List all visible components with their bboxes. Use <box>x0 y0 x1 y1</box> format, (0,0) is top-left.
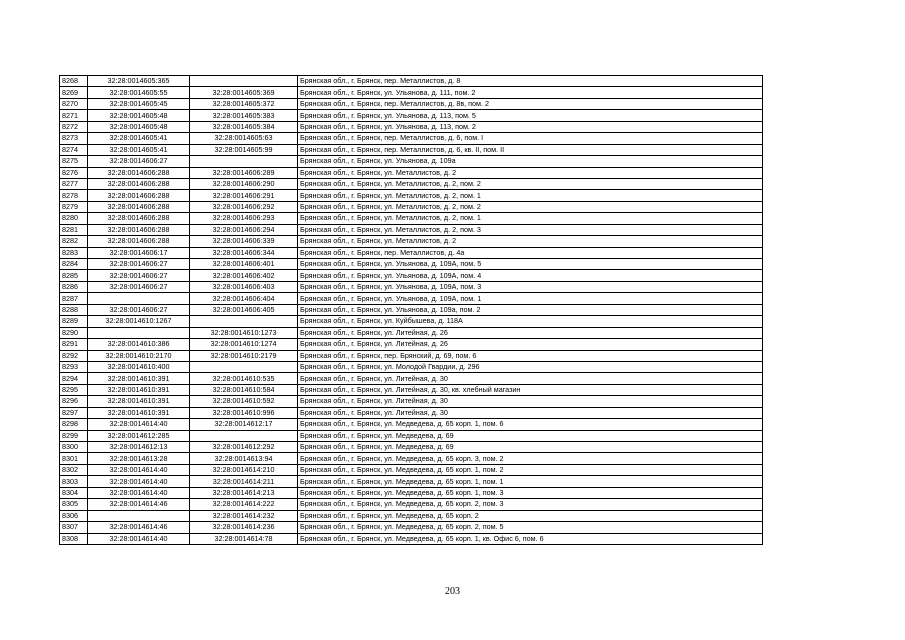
address-cell: Брянская обл., г. Брянск, ул. Ульянова, д. 109А, пом. 5 <box>298 259 763 270</box>
table-row <box>60 98 763 109</box>
object-cadastral-number-cell: 32:28:0014605:384 <box>190 121 298 132</box>
object-cadastral-number-cell: 32:28:0014610:1273 <box>190 327 298 338</box>
address-cell: Брянская обл., г. Брянск, ул. Металлистов, д. 2, пом. 2 <box>298 201 763 212</box>
object-cadastral-number-cell: 32:28:0014614:222 <box>190 499 298 510</box>
parcel-cadastral-number-cell: 32:28:0014606:288 <box>88 190 190 201</box>
parcel-cadastral-number-cell: 32:28:0014606:288 <box>88 224 190 235</box>
table-row <box>60 430 763 441</box>
object-cadastral-number-cell: 32:28:0014613:94 <box>190 453 298 464</box>
parcel-cadastral-number-cell <box>88 327 190 338</box>
row-number-cell: 8285 <box>60 270 88 281</box>
address-cell: Брянская обл., г. Брянск, ул. Медведева, д. 65 корп. 1, пом. 2 <box>298 464 763 475</box>
address-cell: Брянская обл., г. Брянск, ул. Металлистов, д. 2, пом. 2 <box>298 178 763 189</box>
address-cell: Брянская обл., г. Брянск, пер. Металлистов, д. 4а <box>298 247 763 258</box>
table-row <box>60 110 763 121</box>
address-cell: Брянская обл., г. Брянск, ул. Ульянова, д. 109А, пом. 3 <box>298 281 763 292</box>
object-cadastral-number-cell: 32:28:0014606:403 <box>190 281 298 292</box>
object-cadastral-number-cell: 32:28:0014610:584 <box>190 384 298 395</box>
row-number-cell: 8283 <box>60 247 88 258</box>
object-cadastral-number-cell: 32:28:0014612:17 <box>190 419 298 430</box>
object-cadastral-number-cell <box>190 316 298 327</box>
address-cell: Брянская обл., г. Брянск, ул. Литейная, д. 26 <box>298 339 763 350</box>
table-row <box>60 190 763 201</box>
row-number-cell: 8290 <box>60 327 88 338</box>
parcel-cadastral-number-cell: 32:28:0014606:288 <box>88 213 190 224</box>
table-row <box>60 316 763 327</box>
parcel-cadastral-number-cell: 32:28:0014610:400 <box>88 361 190 372</box>
object-cadastral-number-cell: 32:28:0014605:372 <box>190 98 298 109</box>
parcel-cadastral-number-cell: 32:28:0014606:288 <box>88 236 190 247</box>
address-cell: Брянская обл., г. Брянск, ул. Литейная, д. 30, кв. хлебный магазин <box>298 384 763 395</box>
parcel-cadastral-number-cell: 32:28:0014606:27 <box>88 259 190 270</box>
address-cell: Брянская обл., г. Брянск, ул. Ульянова, д. 109а, пом. 2 <box>298 304 763 315</box>
table-row <box>60 201 763 212</box>
table-row <box>60 361 763 372</box>
address-cell: Брянская обл., г. Брянск, ул. Металлистов, д. 2, пом. 3 <box>298 224 763 235</box>
object-cadastral-number-cell: 32:28:0014606:292 <box>190 201 298 212</box>
page-number: 203 <box>445 586 460 597</box>
row-number-cell: 8279 <box>60 201 88 212</box>
object-cadastral-number-cell: 32:28:0014606:294 <box>190 224 298 235</box>
table-row <box>60 236 763 247</box>
row-number-cell: 8288 <box>60 304 88 315</box>
table-row <box>60 476 763 487</box>
row-number-cell: 8296 <box>60 396 88 407</box>
table-row <box>60 213 763 224</box>
parcel-cadastral-number-cell: 32:28:0014605:45 <box>88 98 190 109</box>
table-row <box>60 407 763 418</box>
table-row <box>60 339 763 350</box>
object-cadastral-number-cell <box>190 430 298 441</box>
object-cadastral-number-cell: 32:28:0014610:535 <box>190 373 298 384</box>
object-cadastral-number-cell: 32:28:0014606:289 <box>190 167 298 178</box>
row-number-cell: 8278 <box>60 190 88 201</box>
object-cadastral-number-cell <box>190 156 298 167</box>
address-cell: Брянская обл., г. Брянск, ул. Ульянова, д. 109а <box>298 156 763 167</box>
row-number-cell: 8274 <box>60 144 88 155</box>
address-cell: Брянская обл., г. Брянск, ул. Медведева, д. 69 <box>298 430 763 441</box>
parcel-cadastral-number-cell: 32:28:0014614:40 <box>88 487 190 498</box>
object-cadastral-number-cell: 32:28:0014606:405 <box>190 304 298 315</box>
parcel-cadastral-number-cell: 32:28:0014605:48 <box>88 121 190 132</box>
parcel-cadastral-number-cell: 32:28:0014610:1267 <box>88 316 190 327</box>
row-number-cell: 8292 <box>60 350 88 361</box>
object-cadastral-number-cell: 32:28:0014612:292 <box>190 442 298 453</box>
parcel-cadastral-number-cell: 32:28:0014606:288 <box>88 167 190 178</box>
row-number-cell: 8302 <box>60 464 88 475</box>
object-cadastral-number-cell: 32:28:0014614:236 <box>190 522 298 533</box>
address-cell: Брянская обл., г. Брянск, ул. Медведева, д. 65 корп. 2, пом. 3 <box>298 499 763 510</box>
table-row <box>60 453 763 464</box>
object-cadastral-number-cell: 32:28:0014614:213 <box>190 487 298 498</box>
object-cadastral-number-cell: 32:28:0014614:210 <box>190 464 298 475</box>
table-row <box>60 499 763 510</box>
row-number-cell: 8289 <box>60 316 88 327</box>
table-row <box>60 167 763 178</box>
address-cell: Брянская обл., г. Брянск, пер. Металлистов, д. 8в, пом. 2 <box>298 98 763 109</box>
parcel-cadastral-number-cell: 32:28:0014610:391 <box>88 396 190 407</box>
object-cadastral-number-cell: 32:28:0014606:293 <box>190 213 298 224</box>
table-row <box>60 224 763 235</box>
parcel-cadastral-number-cell: 32:28:0014606:27 <box>88 304 190 315</box>
address-cell: Брянская обл., г. Брянск, пер. Металлистов, д. 6, пом. I <box>298 133 763 144</box>
table-row <box>60 270 763 281</box>
object-cadastral-number-cell: 32:28:0014605:63 <box>190 133 298 144</box>
table-row <box>60 156 763 167</box>
table-row <box>60 144 763 155</box>
object-cadastral-number-cell: 32:28:0014606:402 <box>190 270 298 281</box>
table-row <box>60 464 763 475</box>
row-number-cell: 8301 <box>60 453 88 464</box>
row-number-cell: 8270 <box>60 98 88 109</box>
address-cell: Брянская обл., г. Брянск, ул. Молодой Гвардии, д. 296 <box>298 361 763 372</box>
row-number-cell: 8291 <box>60 339 88 350</box>
address-cell: Брянская обл., г. Брянск, ул. Ульянова, д. 113, пом. 5 <box>298 110 763 121</box>
table-row <box>60 281 763 292</box>
parcel-cadastral-number-cell: 32:28:0014606:288 <box>88 178 190 189</box>
address-cell: Брянская обл., г. Брянск, ул. Литейная, д. 30 <box>298 407 763 418</box>
table-row <box>60 510 763 521</box>
address-cell: Брянская обл., г. Брянск, ул. Литейная, д. 30 <box>298 373 763 384</box>
parcel-cadastral-number-cell: 32:28:0014606:27 <box>88 270 190 281</box>
object-cadastral-number-cell <box>190 361 298 372</box>
object-cadastral-number-cell: 32:28:0014614:232 <box>190 510 298 521</box>
parcel-cadastral-number-cell: 32:28:0014614:40 <box>88 464 190 475</box>
row-number-cell: 8295 <box>60 384 88 395</box>
parcel-cadastral-number-cell: 32:28:0014606:288 <box>88 201 190 212</box>
row-number-cell: 8304 <box>60 487 88 498</box>
parcel-cadastral-number-cell: 32:28:0014610:391 <box>88 373 190 384</box>
object-cadastral-number-cell: 32:28:0014605:99 <box>190 144 298 155</box>
address-cell: Брянская обл., г. Брянск, пер. Брянский, д. 69, пом. 6 <box>298 350 763 361</box>
address-cell: Брянская обл., г. Брянск, ул. Медведева, д. 65 корп. 1, кв. Офис 6, пом. 6 <box>298 533 763 544</box>
table-row <box>60 293 763 304</box>
parcel-cadastral-number-cell: 32:28:0014612:285 <box>88 430 190 441</box>
table-row <box>60 133 763 144</box>
address-cell: Брянская обл., г. Брянск, ул. Металлистов, д. 2, пом. 1 <box>298 213 763 224</box>
row-number-cell: 8282 <box>60 236 88 247</box>
object-cadastral-number-cell: 32:28:0014610:592 <box>190 396 298 407</box>
object-cadastral-number-cell: 32:28:0014606:344 <box>190 247 298 258</box>
address-cell: Брянская обл., г. Брянск, пер. Металлистов, д. 8 <box>298 76 763 87</box>
table-row <box>60 327 763 338</box>
table-row <box>60 76 763 87</box>
parcel-cadastral-number-cell: 32:28:0014605:48 <box>88 110 190 121</box>
address-cell: Брянская обл., г. Брянск, ул. Медведева, д. 65 корп. 3, пом. 2 <box>298 453 763 464</box>
parcel-cadastral-number-cell: 32:28:0014606:27 <box>88 156 190 167</box>
object-cadastral-number-cell: 32:28:0014606:290 <box>190 178 298 189</box>
address-cell: Брянская обл., г. Брянск, ул. Медведева, д. 69 <box>298 442 763 453</box>
row-number-cell: 8272 <box>60 121 88 132</box>
address-cell: Брянская обл., г. Брянск, пер. Металлистов, д. 6, кв. II, пом. II <box>298 144 763 155</box>
address-cell: Брянская обл., г. Брянск, ул. Медведева, д. 65 корп. 2, пом. 5 <box>298 522 763 533</box>
table-row <box>60 442 763 453</box>
object-cadastral-number-cell: 32:28:0014614:211 <box>190 476 298 487</box>
object-cadastral-number-cell: 32:28:0014610:1274 <box>190 339 298 350</box>
table-row <box>60 373 763 384</box>
table-row <box>60 384 763 395</box>
table-row <box>60 178 763 189</box>
table-row <box>60 487 763 498</box>
row-number-cell: 8277 <box>60 178 88 189</box>
object-cadastral-number-cell <box>190 76 298 87</box>
address-cell: Брянская обл., г. Брянск, ул. Ульянова, д. 111, пом. 2 <box>298 87 763 98</box>
object-cadastral-number-cell: 32:28:0014606:404 <box>190 293 298 304</box>
address-cell: Брянская обл., г. Брянск, ул. Куйбышева, д. 118А <box>298 316 763 327</box>
parcel-cadastral-number-cell: 32:28:0014614:40 <box>88 476 190 487</box>
address-cell: Брянская обл., г. Брянск, ул. Металлистов, д. 2 <box>298 167 763 178</box>
parcel-cadastral-number-cell: 32:28:0014614:46 <box>88 522 190 533</box>
object-cadastral-number-cell: 32:28:0014610:996 <box>190 407 298 418</box>
address-cell: Брянская обл., г. Брянск, ул. Ульянова, д. 109А, пом. 4 <box>298 270 763 281</box>
address-cell: Брянская обл., г. Брянск, ул. Металлистов, д. 2, пом. 1 <box>298 190 763 201</box>
object-cadastral-number-cell: 32:28:0014606:291 <box>190 190 298 201</box>
parcel-cadastral-number-cell: 32:28:0014614:46 <box>88 499 190 510</box>
object-cadastral-number-cell: 32:28:0014614:78 <box>190 533 298 544</box>
address-cell: Брянская обл., г. Брянск, ул. Медведева, д. 65 корп. 2 <box>298 510 763 521</box>
object-cadastral-number-cell: 32:28:0014605:383 <box>190 110 298 121</box>
row-number-cell: 8297 <box>60 407 88 418</box>
address-cell: Брянская обл., г. Брянск, ул. Медведева, д. 65 корп. 1, пом. 1 <box>298 476 763 487</box>
row-number-cell: 8281 <box>60 224 88 235</box>
parcel-cadastral-number-cell: 32:28:0014605:41 <box>88 144 190 155</box>
row-number-cell: 8286 <box>60 281 88 292</box>
row-number-cell: 8298 <box>60 419 88 430</box>
row-number-cell: 8280 <box>60 213 88 224</box>
row-number-cell: 8287 <box>60 293 88 304</box>
row-number-cell: 8307 <box>60 522 88 533</box>
parcel-cadastral-number-cell: 32:28:0014610:2170 <box>88 350 190 361</box>
address-cell: Брянская обл., г. Брянск, ул. Медведева, д. 65 корп. 1, пом. 3 <box>298 487 763 498</box>
table-row <box>60 87 763 98</box>
parcel-cadastral-number-cell: 32:28:0014606:27 <box>88 281 190 292</box>
row-number-cell: 8305 <box>60 499 88 510</box>
parcel-cadastral-number-cell: 32:28:0014605:41 <box>88 133 190 144</box>
object-cadastral-number-cell: 32:28:0014606:339 <box>190 236 298 247</box>
parcel-cadastral-number-cell: 32:28:0014614:40 <box>88 533 190 544</box>
parcel-cadastral-number-cell: 32:28:0014605:55 <box>88 87 190 98</box>
table-row <box>60 419 763 430</box>
table-row <box>60 304 763 315</box>
table-row <box>60 522 763 533</box>
parcel-cadastral-number-cell <box>88 510 190 521</box>
parcel-cadastral-number-cell: 32:28:0014606:17 <box>88 247 190 258</box>
table-row <box>60 259 763 270</box>
row-number-cell: 8273 <box>60 133 88 144</box>
row-number-cell: 8293 <box>60 361 88 372</box>
address-cell: Брянская обл., г. Брянск, ул. Ульянова, д. 113, пом. 2 <box>298 121 763 132</box>
table-row <box>60 533 763 544</box>
parcel-cadastral-number-cell: 32:28:0014612:13 <box>88 442 190 453</box>
row-number-cell: 8271 <box>60 110 88 121</box>
row-number-cell: 8268 <box>60 76 88 87</box>
table-row <box>60 121 763 132</box>
parcel-cadastral-number-cell: 32:28:0014614:40 <box>88 419 190 430</box>
row-number-cell: 8275 <box>60 156 88 167</box>
object-cadastral-number-cell: 32:28:0014605:369 <box>190 87 298 98</box>
row-number-cell: 8308 <box>60 533 88 544</box>
table-row <box>60 396 763 407</box>
address-cell: Брянская обл., г. Брянск, ул. Ульянова, д. 109А, пом. 1 <box>298 293 763 304</box>
row-number-cell: 8306 <box>60 510 88 521</box>
row-number-cell: 8294 <box>60 373 88 384</box>
property-table <box>59 75 763 545</box>
row-number-cell: 8299 <box>60 430 88 441</box>
row-number-cell: 8276 <box>60 167 88 178</box>
property-table-body <box>60 76 763 545</box>
parcel-cadastral-number-cell <box>88 293 190 304</box>
parcel-cadastral-number-cell: 32:28:0014605:365 <box>88 76 190 87</box>
address-cell: Брянская обл., г. Брянск, ул. Литейная, д. 30 <box>298 396 763 407</box>
address-cell: Брянская обл., г. Брянск, ул. Литейная, д. 26 <box>298 327 763 338</box>
row-number-cell: 8269 <box>60 87 88 98</box>
object-cadastral-number-cell: 32:28:0014610:2179 <box>190 350 298 361</box>
address-cell: Брянская обл., г. Брянск, ул. Медведева, д. 65 корп. 1, пом. 6 <box>298 419 763 430</box>
row-number-cell: 8303 <box>60 476 88 487</box>
address-cell: Брянская обл., г. Брянск, ул. Металлистов, д. 2 <box>298 236 763 247</box>
parcel-cadastral-number-cell: 32:28:0014610:386 <box>88 339 190 350</box>
table-row <box>60 247 763 258</box>
object-cadastral-number-cell: 32:28:0014606:401 <box>190 259 298 270</box>
table-row <box>60 350 763 361</box>
row-number-cell: 8284 <box>60 259 88 270</box>
parcel-cadastral-number-cell: 32:28:0014610:391 <box>88 384 190 395</box>
parcel-cadastral-number-cell: 32:28:0014613:28 <box>88 453 190 464</box>
row-number-cell: 8300 <box>60 442 88 453</box>
parcel-cadastral-number-cell: 32:28:0014610:391 <box>88 407 190 418</box>
